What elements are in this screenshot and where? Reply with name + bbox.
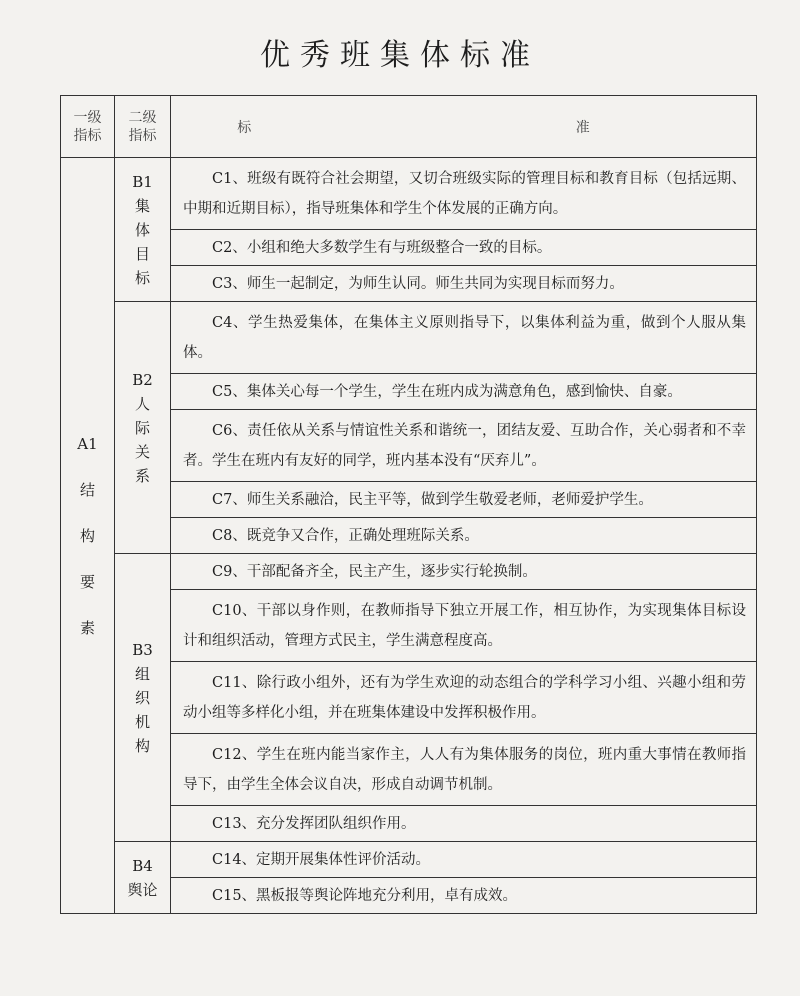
criterion-c4: C4、学生热爱集体，在集体主义原则指导下，以集体利益为重，做到个人服从集体。 <box>171 302 757 374</box>
criterion-c1: C1、班级有既符合社会期望，又切合班级实际的管理目标和教育目标（包括远期、中期和近期目标），指导班集体和学生个体发展的正确方向。 <box>171 158 757 230</box>
level2-b4: B4 舆论 <box>115 842 171 914</box>
level2-b1: B1 集 体 目 标 <box>115 158 171 302</box>
criterion-c13: C13、充分发挥团队组织作用。 <box>171 806 757 842</box>
criterion-c2: C2、小组和绝大多数学生有与班级整合一致的目标。 <box>171 230 757 266</box>
level2-b3: B3 组 织 机 构 <box>115 554 171 842</box>
header-level1: 一级 指标 <box>61 96 115 158</box>
criterion-c6: C6、责任依从关系与情谊性关系和谐统一，团结友爱、互助合作，关心弱者和不幸者。学生在班内有友好的同学，班内基本没有“厌弃儿”。 <box>171 410 757 482</box>
criterion-c15: C15、黑板报等舆论阵地充分利用，卓有成效。 <box>171 878 757 914</box>
criterion-c14: C14、定期开展集体性评价活动。 <box>171 842 757 878</box>
criterion-c12: C12、学生在班内能当家作主，人人有为集体服务的岗位，班内重大事情在教师指导下，由学生全体会议自决，形成自动调节机制。 <box>171 734 757 806</box>
standards-table <box>60 95 757 914</box>
header-level2: 二级 指标 <box>115 96 171 158</box>
criterion-c7: C7、师生关系融洽，民主平等，做到学生敬爱老师，老师爱护学生。 <box>171 482 757 518</box>
criterion-c5: C5、集体关心每一个学生，学生在班内成为满意角色，感到愉快、自豪。 <box>171 374 757 410</box>
page-title: 优秀班集体标准 <box>260 38 540 73</box>
criterion-c8: C8、既竞争又合作，正确处理班际关系。 <box>171 518 757 554</box>
criterion-c9: C9、干部配备齐全，民主产生，逐步实行轮换制。 <box>171 554 757 590</box>
criterion-c11: C11、除行政小组外，还有为学生欢迎的动态组合的学科学习小组、兴趣小组和劳动小组等多样化小组，并在班集体建设中发挥积极作用。 <box>171 662 757 734</box>
criterion-row <box>61 158 757 230</box>
header-standard: 标 准 <box>171 96 757 158</box>
header-row <box>61 96 757 158</box>
level2-b2: B2 人 际 关 系 <box>115 302 171 554</box>
level1-a1: A1 结 构 要 素 <box>61 158 115 914</box>
criterion-c3: C3、师生一起制定，为师生认同。师生共同为实现目标而努力。 <box>171 266 757 302</box>
criterion-c10: C10、干部以身作则，在教师指导下独立开展工作，相互协作，为实现集体目标设计和组织活动，管理方式民主，学生满意程度高。 <box>171 590 757 662</box>
